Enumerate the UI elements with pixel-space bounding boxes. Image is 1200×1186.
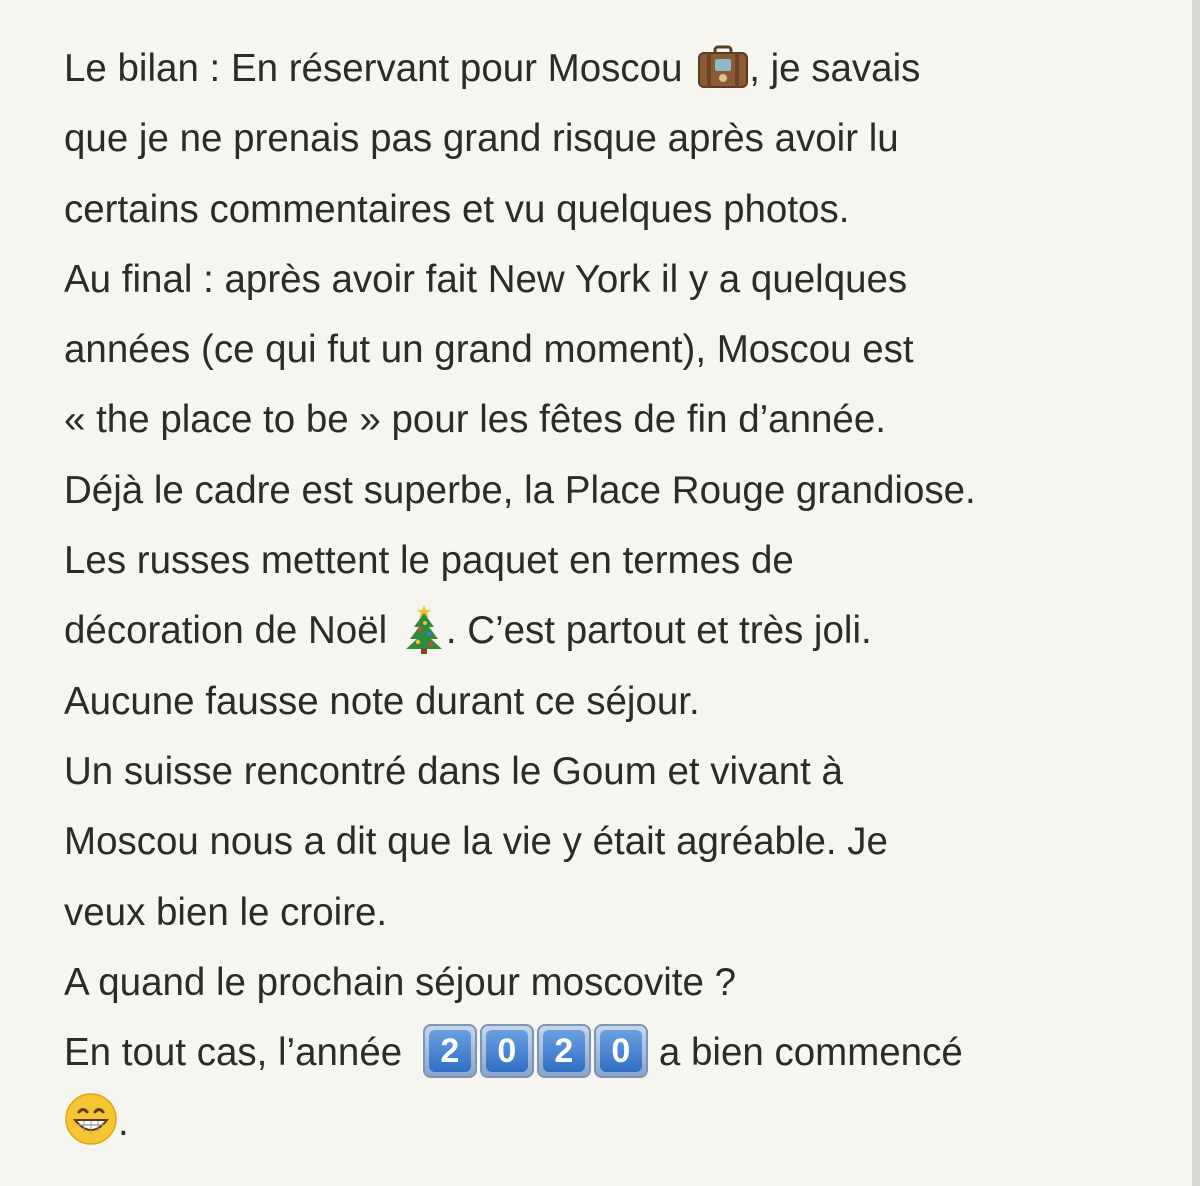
text-line-7: Déjà le cadre est superbe, la Place Rouge grandiose. [64,468,976,512]
text-segment: décoration de Noël [64,609,398,653]
text-line-10: Aucune fausse note durant ce séjour. [64,679,700,723]
text-line-5: années (ce qui fut un grand moment), Moscou est [64,328,914,372]
keycap-digit-icon [537,1024,591,1078]
keycap-digit: 2 [543,1030,585,1072]
page-edge [1192,0,1200,1186]
text-line-16 [64,1088,1164,1158]
text-line-12: Moscou nous a dit que la vie y était agréable. Je [64,820,888,864]
text-segment: . C’est partout et très joli. [445,609,872,653]
text-line-8: Les russes mettent le paquet en termes de [64,539,794,583]
text-segment: En tout cas, l’année [64,1031,413,1075]
year-keycaps [423,1018,651,1088]
text-segment: . [118,1101,129,1145]
text-line-3: certains commentaires et vu quelques photos. [64,187,850,231]
text-line-15 [64,1018,1164,1088]
keycap-digit: 0 [600,1030,642,1072]
christmas-tree-icon [404,603,444,655]
grinning-face-icon [64,1092,118,1146]
text-line-4: Au final : après avoir fait New York il y a quelques [64,257,908,301]
text-line-11: Un suisse rencontré dans le Goum et vivant à [64,749,843,793]
keycap-digit-icon [480,1024,534,1078]
text-segment: , je savais [749,47,921,90]
review-text [64,34,1164,1159]
keycap-digit: 0 [486,1030,528,1072]
text-line-6: « the place to be » pour les fêtes de fin d’année. [64,398,886,442]
text-segment: a bien commencé [658,1031,963,1075]
text-line-9 [64,596,1164,666]
text-line-13: veux bien le croire. [64,890,388,934]
keycap-digit: 2 [429,1030,471,1072]
keycap-digit-icon [594,1024,648,1078]
text-line-14: A quand le prochain séjour moscovite ? [64,960,737,1004]
text-line-2: que je ne prenais pas grand risque après avoir lu [64,117,899,161]
text-segment: Le bilan : En réservant pour Moscou [64,47,694,90]
suitcase-icon [697,45,749,89]
keycap-digit-icon [423,1024,477,1078]
text-line-1 [64,34,1164,104]
